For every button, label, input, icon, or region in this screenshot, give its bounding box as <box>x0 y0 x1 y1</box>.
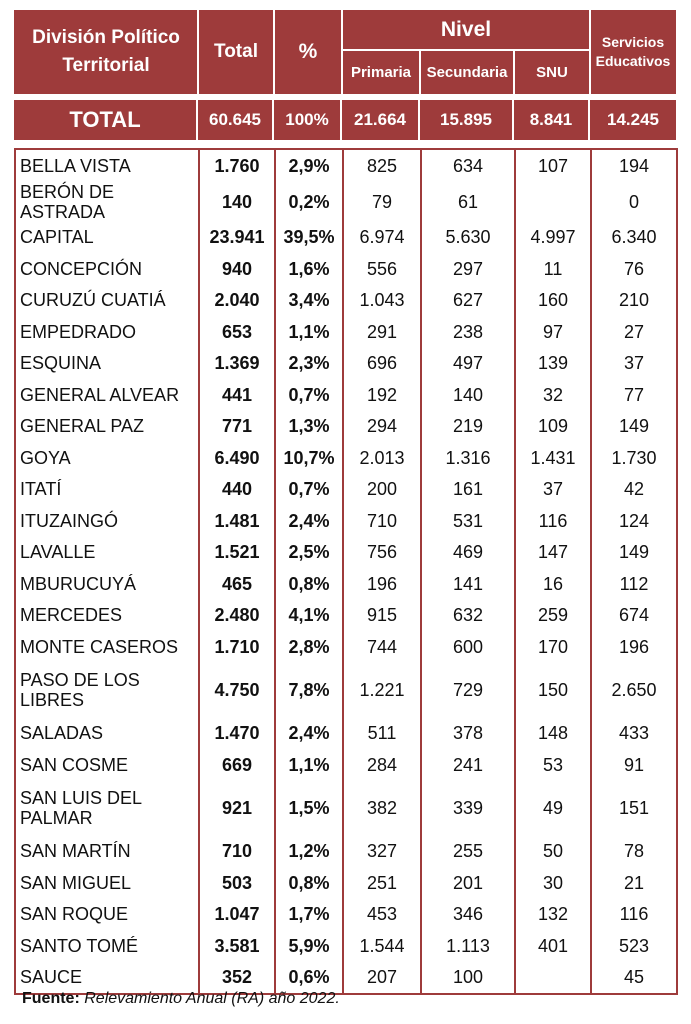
cell-primaria: 6.974 <box>343 222 421 254</box>
cell-servicios: 196 <box>591 631 677 663</box>
total-secundaria: 15.895 <box>420 100 514 140</box>
cell-primaria: 453 <box>343 899 421 931</box>
cell-snu: 148 <box>515 718 591 750</box>
cell-secundaria: 627 <box>421 285 515 317</box>
cell-servicios: 76 <box>591 253 677 285</box>
header-divider <box>341 49 591 51</box>
cell-division: ESQUINA <box>15 348 199 380</box>
cell-primaria: 2.013 <box>343 442 421 474</box>
cell-primaria: 291 <box>343 316 421 348</box>
cell-secundaria: 238 <box>421 316 515 348</box>
cell-snu: 4.997 <box>515 222 591 254</box>
cell-division: SAN COSME <box>15 749 199 781</box>
cell-secundaria: 141 <box>421 568 515 600</box>
cell-secundaria: 634 <box>421 149 515 182</box>
cell-snu: 50 <box>515 836 591 868</box>
table-row <box>15 537 677 569</box>
table-row <box>15 867 677 899</box>
header-division: División Político Territorial <box>32 27 180 76</box>
cell-total: 140 <box>199 182 275 222</box>
cell-snu: 1.431 <box>515 442 591 474</box>
cell-servicios: 523 <box>591 930 677 962</box>
cell-division: LAVALLE <box>15 537 199 569</box>
source-label: Fuente: <box>22 990 80 1007</box>
cell-secundaria: 1.113 <box>421 930 515 962</box>
cell-secundaria: 469 <box>421 537 515 569</box>
cell-servicios: 0 <box>591 182 677 222</box>
cell-total: 441 <box>199 379 275 411</box>
cell-percent: 1,6% <box>275 253 343 285</box>
table-row <box>15 749 677 781</box>
cell-primaria: 327 <box>343 836 421 868</box>
cell-percent: 2,3% <box>275 348 343 380</box>
cell-division: SAN ROQUE <box>15 899 199 931</box>
header-secundaria: Secundaria <box>426 63 508 81</box>
cell-snu: 109 <box>515 411 591 443</box>
header-primaria: Primaria <box>350 63 412 81</box>
table-row <box>15 316 677 348</box>
cell-snu: 401 <box>515 930 591 962</box>
cell-servicios: 45 <box>591 962 677 995</box>
table-row <box>15 899 677 931</box>
cell-percent: 1,1% <box>275 749 343 781</box>
cell-snu: 16 <box>515 568 591 600</box>
cell-total: 1.481 <box>199 505 275 537</box>
cell-total: 1.047 <box>199 899 275 931</box>
cell-total: 4.750 <box>199 663 275 718</box>
cell-servicios: 2.650 <box>591 663 677 718</box>
cell-snu: 37 <box>515 474 591 506</box>
table-row <box>15 930 677 962</box>
cell-secundaria: 632 <box>421 600 515 632</box>
cell-snu: 32 <box>515 379 591 411</box>
cell-percent: 2,4% <box>275 505 343 537</box>
cell-secundaria: 5.630 <box>421 222 515 254</box>
cell-servicios: 210 <box>591 285 677 317</box>
cell-total: 669 <box>199 749 275 781</box>
cell-snu: 97 <box>515 316 591 348</box>
cell-servicios: 151 <box>591 781 677 836</box>
cell-servicios: 149 <box>591 411 677 443</box>
total-snu: 8.841 <box>514 100 590 140</box>
header-total: Total <box>214 41 258 62</box>
cell-percent: 2,9% <box>275 149 343 182</box>
cell-snu: 30 <box>515 867 591 899</box>
cell-primaria: 710 <box>343 505 421 537</box>
cell-percent: 0,8% <box>275 867 343 899</box>
cell-division: CURUZÚ CUATIÁ <box>15 285 199 317</box>
cell-total: 2.040 <box>199 285 275 317</box>
cell-snu: 147 <box>515 537 591 569</box>
cell-total: 1.521 <box>199 537 275 569</box>
table-row <box>15 222 677 254</box>
cell-division: SAN MARTÍN <box>15 836 199 868</box>
cell-secundaria: 497 <box>421 348 515 380</box>
cell-servicios: 78 <box>591 836 677 868</box>
header-divider <box>513 50 515 94</box>
cell-secundaria: 346 <box>421 899 515 931</box>
table-row <box>15 285 677 317</box>
cell-division: BELLA VISTA <box>15 149 199 182</box>
cell-division: MERCEDES <box>15 600 199 632</box>
cell-total: 653 <box>199 316 275 348</box>
data-table <box>14 10 676 995</box>
cell-percent: 7,8% <box>275 663 343 718</box>
cell-primaria: 915 <box>343 600 421 632</box>
cell-division: EMPEDRADO <box>15 316 199 348</box>
cell-primaria: 1.043 <box>343 285 421 317</box>
cell-total: 23.941 <box>199 222 275 254</box>
cell-division: SAUCE <box>15 962 199 995</box>
cell-percent: 1,3% <box>275 411 343 443</box>
cell-secundaria: 100 <box>421 962 515 995</box>
cell-percent: 1,1% <box>275 316 343 348</box>
cell-primaria: 192 <box>343 379 421 411</box>
header-servicios: Servicios Educativos <box>595 34 671 69</box>
cell-division: SAN MIGUEL <box>15 867 199 899</box>
cell-primaria: 196 <box>343 568 421 600</box>
table-row <box>15 600 677 632</box>
cell-snu <box>515 182 591 222</box>
cell-total: 1.760 <box>199 149 275 182</box>
cell-servicios: 674 <box>591 600 677 632</box>
header-nivel: Nivel <box>440 18 492 41</box>
cell-total: 465 <box>199 568 275 600</box>
cell-percent: 0,7% <box>275 379 343 411</box>
header-divider <box>197 10 199 94</box>
cell-total: 352 <box>199 962 275 995</box>
cell-snu: 150 <box>515 663 591 718</box>
table-row <box>15 663 677 718</box>
cell-primaria: 200 <box>343 474 421 506</box>
table-row <box>15 568 677 600</box>
header-percent: % <box>298 40 318 63</box>
cell-servicios: 77 <box>591 379 677 411</box>
cell-division: MONTE CASEROS <box>15 631 199 663</box>
cell-percent: 2,5% <box>275 537 343 569</box>
cell-secundaria: 61 <box>421 182 515 222</box>
cell-total: 503 <box>199 867 275 899</box>
cell-percent: 0,7% <box>275 474 343 506</box>
cell-division: GOYA <box>15 442 199 474</box>
table-header <box>14 10 676 94</box>
cell-primaria: 696 <box>343 348 421 380</box>
table-row <box>15 836 677 868</box>
cell-snu: 49 <box>515 781 591 836</box>
data-table-body <box>14 148 678 995</box>
cell-secundaria: 729 <box>421 663 515 718</box>
cell-primaria: 251 <box>343 867 421 899</box>
cell-snu: 107 <box>515 149 591 182</box>
table-row <box>15 631 677 663</box>
cell-total: 771 <box>199 411 275 443</box>
cell-snu: 116 <box>515 505 591 537</box>
table-row <box>15 182 677 222</box>
total-primaria: 21.664 <box>342 100 420 140</box>
cell-total: 1.710 <box>199 631 275 663</box>
cell-division: CONCEPCIÓN <box>15 253 199 285</box>
table-row <box>15 474 677 506</box>
cell-division: SANTO TOMÉ <box>15 930 199 962</box>
cell-division: ITUZAINGÓ <box>15 505 199 537</box>
cell-snu: 53 <box>515 749 591 781</box>
cell-secundaria: 161 <box>421 474 515 506</box>
cell-servicios: 1.730 <box>591 442 677 474</box>
header-divider <box>419 50 421 94</box>
cell-total: 2.480 <box>199 600 275 632</box>
cell-percent: 2,4% <box>275 718 343 750</box>
cell-division: SALADAS <box>15 718 199 750</box>
cell-secundaria: 531 <box>421 505 515 537</box>
cell-percent: 10,7% <box>275 442 343 474</box>
cell-snu: 259 <box>515 600 591 632</box>
cell-servicios: 42 <box>591 474 677 506</box>
cell-percent: 3,4% <box>275 285 343 317</box>
cell-primaria: 1.544 <box>343 930 421 962</box>
cell-snu <box>515 962 591 995</box>
cell-snu: 11 <box>515 253 591 285</box>
cell-percent: 4,1% <box>275 600 343 632</box>
header-divider <box>589 10 591 94</box>
cell-division: ITATÍ <box>15 474 199 506</box>
cell-division: BERÓN DE ASTRADA <box>15 182 199 222</box>
cell-secundaria: 255 <box>421 836 515 868</box>
table-row <box>15 379 677 411</box>
cell-division: GENERAL PAZ <box>15 411 199 443</box>
cell-servicios: 112 <box>591 568 677 600</box>
cell-total: 1.470 <box>199 718 275 750</box>
cell-secundaria: 219 <box>421 411 515 443</box>
cell-total: 940 <box>199 253 275 285</box>
cell-servicios: 149 <box>591 537 677 569</box>
cell-total: 921 <box>199 781 275 836</box>
table-row <box>15 149 677 182</box>
cell-total: 3.581 <box>199 930 275 962</box>
cell-servicios: 194 <box>591 149 677 182</box>
source-note <box>22 990 340 1008</box>
cell-total: 710 <box>199 836 275 868</box>
cell-secundaria: 1.316 <box>421 442 515 474</box>
cell-primaria: 756 <box>343 537 421 569</box>
table-row <box>15 781 677 836</box>
cell-primaria: 382 <box>343 781 421 836</box>
table-row <box>15 411 677 443</box>
cell-snu: 170 <box>515 631 591 663</box>
cell-percent: 0,8% <box>275 568 343 600</box>
cell-total: 1.369 <box>199 348 275 380</box>
cell-secundaria: 241 <box>421 749 515 781</box>
table-row <box>15 718 677 750</box>
cell-primaria: 556 <box>343 253 421 285</box>
table-row <box>15 442 677 474</box>
cell-total: 440 <box>199 474 275 506</box>
cell-division: SAN LUIS DEL PALMAR <box>15 781 199 836</box>
table-row <box>15 505 677 537</box>
cell-percent: 1,2% <box>275 836 343 868</box>
cell-secundaria: 140 <box>421 379 515 411</box>
cell-servicios: 37 <box>591 348 677 380</box>
cell-servicios: 21 <box>591 867 677 899</box>
cell-division: PASO DE LOS LIBRES <box>15 663 199 718</box>
cell-servicios: 124 <box>591 505 677 537</box>
cell-secundaria: 297 <box>421 253 515 285</box>
cell-primaria: 294 <box>343 411 421 443</box>
cell-secundaria: 339 <box>421 781 515 836</box>
total-percent: 100% <box>274 100 342 140</box>
cell-percent: 1,5% <box>275 781 343 836</box>
cell-percent: 5,9% <box>275 930 343 962</box>
cell-servicios: 27 <box>591 316 677 348</box>
cell-servicios: 116 <box>591 899 677 931</box>
cell-division: MBURUCUYÁ <box>15 568 199 600</box>
cell-division: GENERAL ALVEAR <box>15 379 199 411</box>
cell-percent: 39,5% <box>275 222 343 254</box>
cell-primaria: 207 <box>343 962 421 995</box>
total-value: 60.645 <box>198 100 274 140</box>
cell-primaria: 79 <box>343 182 421 222</box>
cell-percent: 0,6% <box>275 962 343 995</box>
cell-secundaria: 201 <box>421 867 515 899</box>
cell-primaria: 511 <box>343 718 421 750</box>
cell-total: 6.490 <box>199 442 275 474</box>
cell-snu: 139 <box>515 348 591 380</box>
source-text: Relevamiento Anual (RA) año 2022. <box>84 990 340 1007</box>
cell-snu: 132 <box>515 899 591 931</box>
total-label: TOTAL <box>14 100 198 140</box>
cell-secundaria: 600 <box>421 631 515 663</box>
table-row <box>15 253 677 285</box>
header-divider <box>273 10 275 94</box>
total-row <box>14 100 676 140</box>
total-servicios: 14.245 <box>607 110 659 129</box>
table-row <box>15 348 677 380</box>
cell-primaria: 1.221 <box>343 663 421 718</box>
cell-servicios: 91 <box>591 749 677 781</box>
cell-snu: 160 <box>515 285 591 317</box>
cell-primaria: 744 <box>343 631 421 663</box>
cell-division: CAPITAL <box>15 222 199 254</box>
cell-percent: 1,7% <box>275 899 343 931</box>
cell-percent: 2,8% <box>275 631 343 663</box>
cell-servicios: 433 <box>591 718 677 750</box>
header-snu: SNU <box>536 63 568 81</box>
cell-primaria: 284 <box>343 749 421 781</box>
header-divider <box>341 10 343 94</box>
cell-servicios: 6.340 <box>591 222 677 254</box>
cell-primaria: 825 <box>343 149 421 182</box>
cell-percent: 0,2% <box>275 182 343 222</box>
cell-secundaria: 378 <box>421 718 515 750</box>
